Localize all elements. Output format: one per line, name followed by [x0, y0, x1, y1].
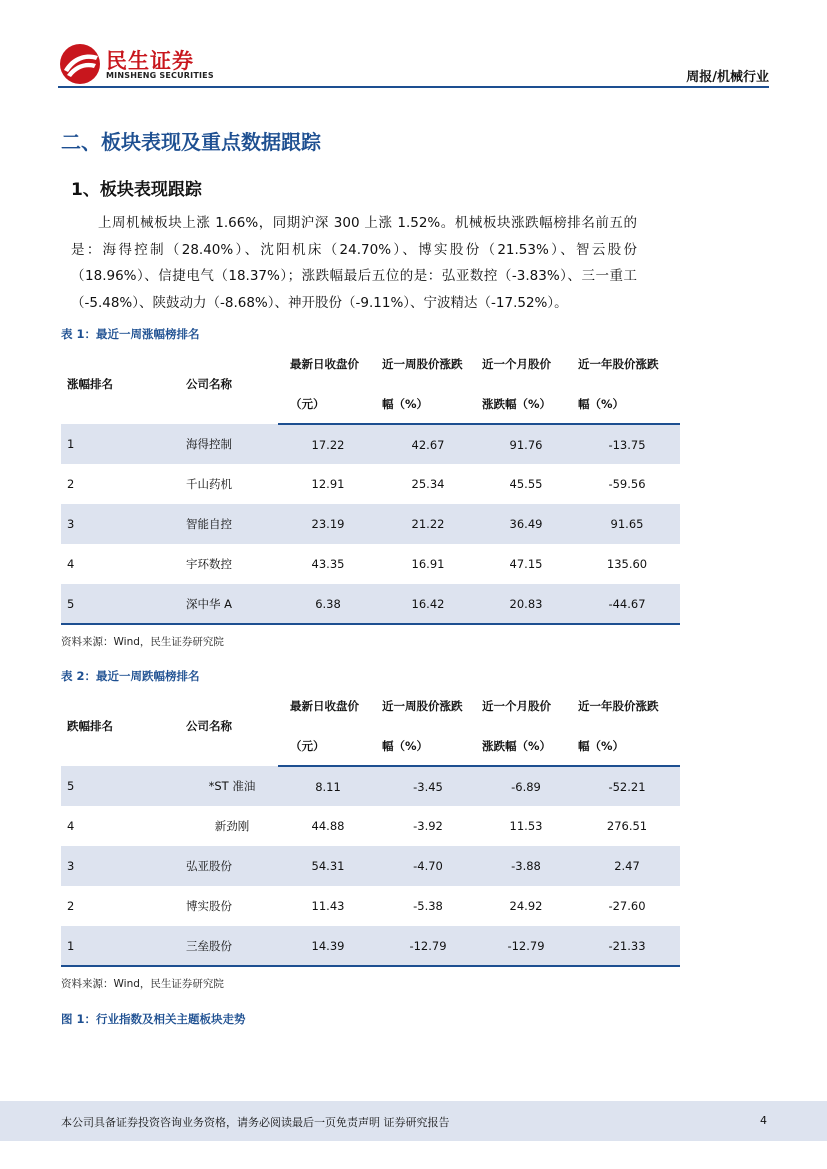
company-logo	[58, 42, 218, 86]
table-row	[61, 926, 680, 966]
cell-month: 11.53	[509, 819, 543, 833]
header-price-unit: （元）	[278, 726, 378, 766]
cell-company: 深中华 A	[178, 584, 278, 624]
header-price-unit: （元）	[278, 384, 378, 424]
cell-week: 42.67	[378, 424, 478, 464]
header-week-change: 近一周股价涨跌	[382, 357, 463, 371]
cell-rank: 4	[67, 557, 75, 571]
cell-month: 20.83	[478, 584, 574, 624]
header-divider	[58, 86, 769, 88]
header-company: 公司名称	[186, 719, 232, 733]
cell-year: -52.21	[574, 766, 680, 806]
subsection-title: 1、板块表现跟踪	[71, 180, 202, 200]
cell-company: 三垒股份	[178, 926, 278, 966]
cell-rank: 5	[61, 584, 178, 624]
table-row	[61, 766, 680, 806]
cell-company: 智能自控	[178, 504, 278, 544]
table2-source: 资料来源：Wind，民生证券研究院	[61, 978, 224, 990]
cell-year: -59.56	[608, 477, 646, 491]
cell-year: 2.47	[574, 846, 680, 886]
cell-week: 16.91	[411, 557, 445, 571]
header-week-unit: 幅（%）	[378, 384, 478, 424]
summary-paragraph: 上周机械板块上涨 1.66%，同期沪深 300 上涨 1.52%。机械板块涨跌幅榜排名前五的是：海得控制（28.40%）、沈阳机床（24.70%）、博实股份（21.53%）、智云股份（18.96%）、信捷电气（18.37%）；涨跌幅最后五位的是：弘亚数控（-3.83%）、三一重工（-5.48%）、陕鼓动力（-8.68%）、神开股份（-9.11%）、宁波精达（-17.52%）。	[71, 215, 637, 311]
table2-title: 表 2：最近一周跌幅榜排名	[61, 669, 200, 683]
header-company: 公司名称	[186, 377, 232, 391]
table-row	[61, 504, 680, 544]
logo-chinese-name: 民生证券	[106, 49, 194, 73]
cell-week: -4.70	[378, 846, 478, 886]
header-rank: 跌幅排名	[67, 719, 113, 733]
cell-month: 45.55	[509, 477, 543, 491]
header-month-change: 近一个月股价	[482, 699, 551, 713]
cell-year: -13.75	[574, 424, 680, 464]
cell-year: 91.65	[574, 504, 680, 544]
cell-price: 8.11	[278, 766, 378, 806]
cell-price: 6.38	[278, 584, 378, 624]
table-row	[61, 544, 680, 584]
page-header	[0, 0, 827, 95]
table-row	[61, 846, 680, 886]
header-rank: 涨幅排名	[67, 377, 113, 391]
table-row	[61, 584, 680, 624]
cell-month: -6.89	[478, 766, 574, 806]
cell-company: 弘亚股份	[178, 846, 278, 886]
cell-price: 12.91	[311, 477, 345, 491]
cell-company: 海得控制	[178, 424, 278, 464]
cell-year: 135.60	[606, 557, 648, 571]
cell-year: -27.60	[608, 899, 646, 913]
cell-price: 17.22	[278, 424, 378, 464]
minsheng-logo-icon	[58, 42, 102, 86]
gainers-table	[61, 344, 680, 625]
cell-company: 博实股份	[186, 899, 232, 913]
table-row	[61, 886, 680, 926]
cell-rank: 1	[61, 424, 178, 464]
cell-month: 24.92	[509, 899, 543, 913]
cell-price: 54.31	[278, 846, 378, 886]
cell-week: -5.38	[413, 899, 443, 913]
header-week-unit: 幅（%）	[378, 726, 478, 766]
header-price: 最新日收盘价	[290, 699, 359, 713]
cell-week: -12.79	[378, 926, 478, 966]
cell-rank: 3	[61, 504, 178, 544]
losers-table	[61, 686, 680, 967]
cell-company: 千山药机	[186, 477, 232, 491]
cell-year: -21.33	[574, 926, 680, 966]
table1-title: 表 1：最近一周涨幅榜排名	[61, 327, 200, 341]
cell-year: -44.67	[574, 584, 680, 624]
logo-english-name: MINSHENG SECURITIES	[106, 71, 214, 80]
table-row	[61, 806, 680, 846]
cell-company: 新劲刚	[214, 819, 250, 833]
cell-price: 43.35	[311, 557, 345, 571]
page-number: 4	[760, 1114, 767, 1127]
cell-week: 21.22	[378, 504, 478, 544]
cell-rank: 3	[61, 846, 178, 886]
cell-week: -3.92	[413, 819, 443, 833]
header-month-unit: 涨跌幅（%）	[478, 384, 574, 424]
cell-price: 11.43	[311, 899, 345, 913]
cell-company: *ST 准油	[178, 766, 278, 806]
header-year-change: 近一年股价涨跌	[578, 699, 659, 713]
header-price: 最新日收盘价	[290, 357, 359, 371]
header-month-unit: 涨跌幅（%）	[478, 726, 574, 766]
table-row	[61, 464, 680, 504]
page-footer	[0, 1101, 827, 1141]
table-row	[61, 424, 680, 464]
header-year-change: 近一年股价涨跌	[578, 357, 659, 371]
cell-year: 276.51	[606, 819, 648, 833]
cell-week: 25.34	[411, 477, 445, 491]
header-month-change: 近一个月股价	[482, 357, 551, 371]
header-year-unit: 幅（%）	[574, 384, 680, 424]
footer-disclaimer: 本公司具备证券投资咨询业务资格，请务必阅读最后一页免责声明 证券研究报告	[61, 1116, 450, 1129]
cell-month: 36.49	[478, 504, 574, 544]
cell-price: 14.39	[278, 926, 378, 966]
cell-company: 宇环数控	[186, 557, 232, 571]
table1-source: 资料来源：Wind，民生证券研究院	[61, 636, 224, 648]
cell-rank: 5	[61, 766, 178, 806]
cell-rank: 4	[67, 819, 75, 833]
header-year-unit: 幅（%）	[574, 726, 680, 766]
cell-rank: 2	[67, 899, 75, 913]
header-week-change: 近一周股价涨跌	[382, 699, 463, 713]
cell-week: -3.45	[378, 766, 478, 806]
figure-title: 图 1：行业指数及相关主题板块走势	[61, 1012, 246, 1026]
cell-rank: 2	[67, 477, 75, 491]
cell-price: 23.19	[278, 504, 378, 544]
cell-rank: 1	[61, 926, 178, 966]
cell-month: 91.76	[478, 424, 574, 464]
cell-month: 47.15	[509, 557, 543, 571]
cell-month: -3.88	[478, 846, 574, 886]
section-title: 二、板块表现及重点数据跟踪	[61, 130, 321, 154]
cell-price: 44.88	[311, 819, 345, 833]
report-tag: 周报/机械行业	[686, 70, 769, 85]
cell-week: 16.42	[378, 584, 478, 624]
cell-month: -12.79	[478, 926, 574, 966]
